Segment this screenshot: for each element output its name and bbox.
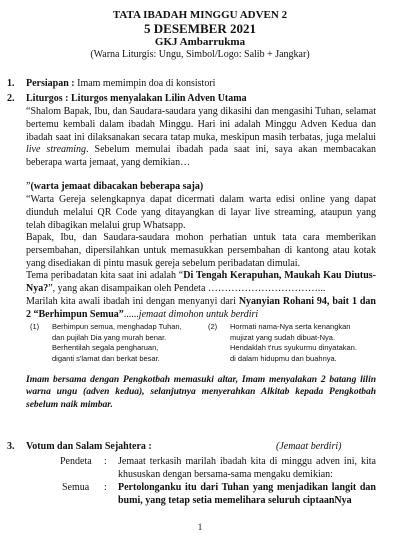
para4-text-b: ”, yang akan disampaikan oleh Pendeta ……………………………... [48,282,326,294]
section-1-number: 1. [7,78,15,89]
para4-text-a: Tema peribadatan kita saat ini adalah “ [26,270,184,281]
para1-text-b: . Sebelum memulai ibadah pada saat ini, saya akan membacakan beberapa warta jemaat, yang demikian… [26,144,377,169]
read-note [26,181,203,193]
liturgy-note: (Warna Liturgis: Ungu, Simbol/Logo: Salib + Jangkar) [90,49,310,60]
para1-live-streaming: live streaming [26,144,87,156]
para5-stand-note: jemaat dimohon untuk berdiri [138,308,259,320]
semua-text: Pertolonganku itu dari Tuhan yang menjadikan langit dan bumi, yang tetap setia memelihara seluruh ciptaanNya [118,482,376,506]
semua-speaker: Semua [62,482,90,493]
verse-line: Berhentilah segala pengharuan, [52,343,159,352]
section-3-stand-note: (Jemaat berdiri) [276,441,342,452]
pendeta-speaker: Pendeta [60,456,92,467]
section-2-number: 2. [7,93,15,104]
pendeta-text: Jemaat terkasih marilah ibadah kita di minggu adven ini, kita khususkan dengan bersama-sama mengaku demikian: [118,456,376,480]
verse-line: diganti s'lamat dan berkat besar. [52,353,160,363]
verse-1-number: (1) [30,322,40,331]
sermon-theme: Di Tengah Kerapuhan, Maukah Kau Diutus-Nya? [26,270,377,294]
section-2-paragraph-5 [26,296,376,322]
verse-line: mujizat yang sudah dibuat-Nya. [230,332,336,342]
song-verse-2 [208,322,378,368]
section-3-label: Votum dan Salam Sejahtera : [26,441,152,452]
verse-line: Hormati nama-Nya serta kenangkan [230,322,351,331]
song-verse-1 [30,322,200,368]
section-2-label: Liturgos : Liturgos menyalakan Lilin Adven Utama [26,93,247,104]
church-name: GKJ Ambarrukma [154,36,246,48]
read-note-text: (warta jemaat dibacakan beberapa saja) [30,181,204,192]
service-date: 5 DESEMBER 2021 [144,21,256,36]
section-2-paragraph-2: “Warta Gereja selengkapnya dapat dicermati dalam warta edisi online yang dapat diunduh melalui QR Code yang ditayangkan di layar live streaming, ataupun yang telah dibagikan melalui grup Whatsapp. [26,194,376,231]
verse-line: di dalam hidupmu dan buahnya. [230,353,337,363]
verse-2-lines [230,322,357,364]
opening-song: Nyanyian Rohani 94, bait 1 dan 2 “Berhimpun Semua” [26,296,376,320]
closing-instruction: Imam bersama dengan Pengkotbah memasuki altar, Imam menyalakan 2 batang lilin warna ungu (adven kedua), selanjutnya menyerahkan Alkitab kepada Pengkotbah sebelum naik mimbar. [26,375,376,410]
para1-close-quote: ” [26,181,31,192]
section-2-paragraph-1 [26,106,376,170]
verse-2-number: (2) [208,322,218,331]
para5-dots: ...... [123,308,139,320]
section-2-paragraph-4 [26,270,376,296]
verse-1-lines [52,322,182,364]
page-number: 1 [197,522,203,532]
pendeta-separator: : [104,456,107,467]
para1-text-a: “Shalom Bapak, Ibu, dan Saudara-saudara yang dikasihi dan mengasihi Tuhan, selamat bertemu kembali dalam ibadah Minggu. Hari ini adalah Minggu Adven Kedua dan ibadah saat ini dilaksanakan secara tatap muka, meskipun masih terbatas, juga melalui [26,106,376,143]
para5-text-a: Marilah kita awali ibadah ini dengan menyanyi dari [26,296,239,307]
section-2-paragraph-3: Bapak, Ibu, dan Saudara-saudara mohon perhatian untuk tata cara memberikan persembahan, dipersilahkan untuk memasukkan persembahan di kantong atau kotak yang disediakan di pintu masuk gereja sebelum peribadatan dimulai. [26,232,376,269]
section-1-line [26,78,215,90]
section-3-number: 3. [7,441,15,452]
semua-separator: : [104,482,107,493]
document-title: TATA IBADAH MINGGU ADVEN 2 [112,9,288,21]
section-1-label: Persiapan : [26,78,75,89]
verse-line: Hendaklah t'rus syukurmu dinyatakan. [230,343,357,352]
verse-line: dan pujilah Dia yang murah benar. [52,332,167,342]
section-1-text: Imam memimpin doa di konsistori [74,78,216,89]
verse-line: Berhimpun semua, menghadap Tuhan, [52,322,182,331]
